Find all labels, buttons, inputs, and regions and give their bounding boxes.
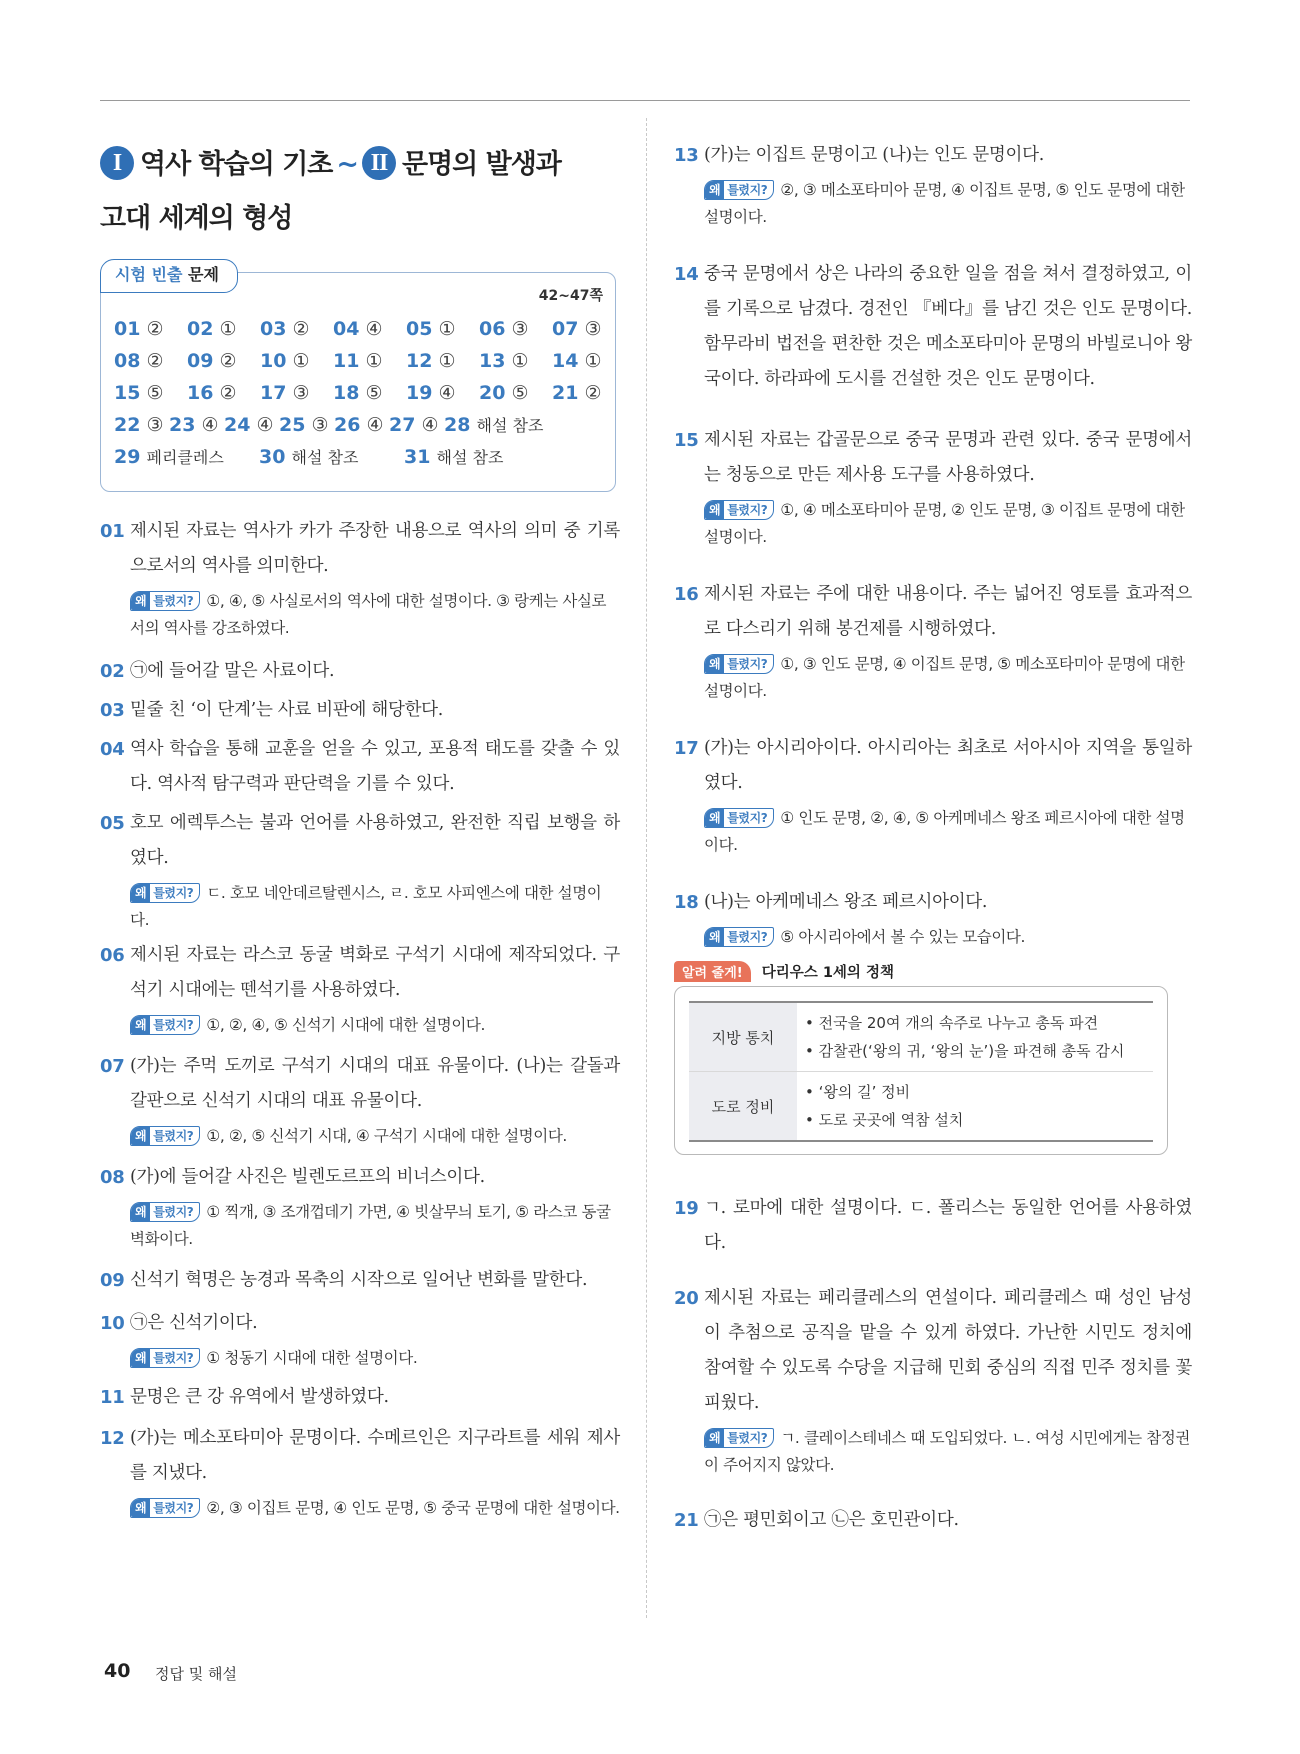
answer-cell	[406, 345, 479, 377]
answer-number: 28	[444, 414, 471, 436]
answer-cell	[187, 313, 260, 345]
why-wrong-note	[100, 1495, 620, 1522]
answer-explanation	[100, 514, 620, 642]
answer-mark: ④	[201, 414, 219, 436]
note-title: 다리우스 1세의 정책	[761, 965, 894, 981]
why-wrong-note	[674, 497, 1192, 551]
note-bullet: • 감찰관(‘왕의 귀, ‘왕의 눈’)을 파견해 총독 감시	[805, 1042, 1125, 1060]
note-bullet: • 전국을 20여 개의 속주로 나누고 총독 파견	[805, 1014, 1099, 1032]
answer-cell	[444, 409, 542, 442]
answer-explanation	[100, 654, 620, 689]
item-text: 제시된 자료는 주에 대한 내용이다. 주는 넓어진 영토를 효과적으로 다스리기 위해 봉건제를 시행하였다.	[704, 584, 1192, 639]
why-wrong-note	[100, 1345, 620, 1372]
answer-cell	[224, 409, 279, 441]
answer-explanation	[674, 731, 1192, 859]
item-text: (가)는 메소포타미아 문명이다. 수메르인은 지구라트를 세워 제사를 지냈다.	[130, 1428, 620, 1483]
item-text: 제시된 자료는 페리클레스의 연설이다. 페리클레스 때 성인 남성이 추첨으로 공직을 맡을 수 있게 하였다. 가난한 시민도 정치에 참여할 수 있도록 수당을 지급해 민회 중심의 직접 민주 정치를 꽃피웠다.	[704, 1288, 1192, 1413]
explanation-text	[674, 1281, 1192, 1421]
top-rule-left	[100, 100, 640, 101]
why-tag-part1: 왜	[131, 1499, 150, 1517]
explanation-text	[674, 1503, 1192, 1538]
why-wrong-text: ① 찍개, ③ 조개껍데기 가면, ④ 빗살무늬 토기, ⑤ 라스코 동굴 벽화이다.	[130, 1203, 611, 1248]
answer-number: 17	[260, 382, 287, 404]
answer-mark: ③	[584, 318, 602, 340]
explanation-text	[100, 1421, 620, 1491]
right-column	[674, 138, 1192, 1552]
answer-cell	[404, 441, 549, 474]
answer-explanation	[674, 138, 1192, 231]
answer-explanation	[674, 1191, 1192, 1261]
roman-badge-1: I	[100, 146, 134, 180]
why-wrong-tag	[130, 591, 200, 611]
item-number: 08	[100, 1167, 125, 1188]
answer-cell	[406, 313, 479, 345]
answer-number: 03	[260, 318, 287, 340]
answer-number: 02	[187, 318, 214, 340]
why-wrong-tag	[130, 1126, 200, 1146]
why-wrong-note	[100, 588, 620, 642]
answer-explanation	[674, 885, 1192, 951]
item-text: (가)는 이집트 문명이고 (나)는 인도 문명이다.	[704, 145, 1044, 165]
item-text: ㄱ. 로마에 대한 설명이다. ㄷ. 폴리스는 동일한 언어를 사용하였다.	[704, 1198, 1192, 1253]
footer-text: 정답 및 해설	[155, 1665, 237, 1683]
answer-mark: ③	[146, 414, 164, 436]
answer-number: 24	[224, 414, 251, 436]
item-text: 문명은 큰 강 유역에서 발생하였다.	[130, 1387, 389, 1407]
answer-cell	[260, 313, 333, 345]
explanation-text	[674, 1191, 1192, 1261]
explanation-text	[100, 1306, 620, 1341]
answer-mark: ④	[256, 414, 274, 436]
item-text: 제시된 자료는 갑골문으로 중국 문명과 관련 있다. 중국 문명에서는 청동으로 만든 제사용 도구를 사용하였다.	[704, 430, 1192, 485]
item-number: 12	[100, 1428, 125, 1449]
answer-explanation	[100, 1049, 620, 1150]
answer-number: 30	[259, 446, 286, 468]
item-number: 06	[100, 945, 125, 966]
roman-badge-2: II	[362, 146, 396, 180]
why-tag-part1: 왜	[131, 1016, 150, 1034]
answer-explanation	[674, 1281, 1192, 1479]
explanation-text	[674, 577, 1192, 647]
why-wrong-text: ①, ②, ④, ⑤ 신석기 시대에 대한 설명이다.	[206, 1016, 485, 1034]
item-number: 05	[100, 813, 125, 834]
answer-number: 08	[114, 350, 141, 372]
why-tag-part1: 왜	[705, 655, 724, 673]
item-number: 21	[674, 1510, 699, 1531]
answer-mark: ⑤	[365, 382, 383, 404]
item-text: 호모 에렉투스는 불과 언어를 사용하였고, 완전한 직립 보행을 하였다.	[130, 813, 620, 868]
answer-cell	[114, 377, 187, 409]
chapter-title-part2: 문명의 발생과	[402, 149, 561, 180]
why-tag-part2: 틀렸지?	[727, 811, 768, 825]
answer-explanation	[674, 1503, 1192, 1538]
explanation-text	[100, 1380, 620, 1415]
why-wrong-text: ②, ③ 메소포타미아 문명, ④ 이집트 문명, ⑤ 인도 문명에 대한 설명이다.	[704, 181, 1185, 226]
why-tag-part2: 틀렸지?	[153, 1205, 194, 1219]
explanation-text	[100, 732, 620, 802]
why-wrong-text: ①, ③ 인도 문명, ④ 이집트 문명, ⑤ 메소포타미아 문명에 대한 설명이다.	[704, 655, 1185, 700]
note-row-content	[797, 1072, 1153, 1142]
answer-number: 13	[479, 350, 506, 372]
answer-cell	[333, 313, 406, 345]
answer-grid	[114, 313, 614, 473]
answer-explanation	[100, 938, 620, 1039]
left-column	[100, 138, 620, 1528]
answer-mark: ①	[511, 350, 529, 372]
answer-mark: ①	[438, 318, 456, 340]
why-tag-part1: 왜	[131, 1127, 150, 1145]
answer-cell	[479, 313, 552, 345]
top-rule-right	[660, 100, 1190, 101]
answer-explanation	[100, 732, 620, 802]
answer-number: 26	[334, 414, 361, 436]
column-divider	[646, 118, 647, 1618]
item-text: (나)는 아케메네스 왕조 페르시아이다.	[704, 892, 988, 912]
answer-number: 11	[333, 350, 360, 372]
item-text: 제시된 자료는 라스코 동굴 벽화로 구석기 시대에 제작되었다. 구석기 시대에는 뗀석기를 사용하였다.	[130, 945, 620, 1000]
answer-row	[114, 377, 614, 409]
why-tag-part2: 틀렸지?	[727, 1431, 768, 1445]
answer-cell	[114, 313, 187, 345]
explanation-text	[100, 654, 620, 689]
answer-row	[114, 345, 614, 377]
why-tag-part2: 틀렸지?	[153, 1129, 194, 1143]
answer-explanation	[674, 577, 1192, 705]
item-number: 20	[674, 1288, 699, 1309]
why-tag-part1: 왜	[705, 928, 724, 946]
why-tag-part1: 왜	[131, 884, 150, 902]
item-number: 04	[100, 739, 125, 760]
answer-cell	[552, 313, 625, 345]
why-tag-part1: 왜	[705, 1429, 724, 1447]
explanation-text	[674, 257, 1192, 397]
answer-explanation	[674, 257, 1192, 397]
answer-cell	[333, 345, 406, 377]
item-number: 02	[100, 661, 125, 682]
why-tag-part1: 왜	[131, 592, 150, 610]
answer-number: 01	[114, 318, 141, 340]
answer-cell	[333, 377, 406, 409]
answer-number: 15	[114, 382, 141, 404]
answer-number: 07	[552, 318, 579, 340]
answer-text: 페리클레스	[146, 448, 224, 467]
why-wrong-text: ⑤ 아시리아에서 볼 수 있는 모습이다.	[780, 928, 1026, 946]
answer-explanation	[100, 1263, 620, 1298]
why-wrong-text: ㄱ. 클레이스테네스 때 도입되었다. ㄴ. 여성 시민에게는 참정권이 주어지지 않았다.	[704, 1429, 1190, 1474]
answer-cell	[479, 345, 552, 377]
answer-mark: ②	[146, 318, 164, 340]
tab-label-part2: 문제	[187, 265, 219, 284]
tab-label-part1: 시험 빈출	[115, 265, 183, 284]
answer-number: 06	[479, 318, 506, 340]
answer-number: 18	[333, 382, 360, 404]
answer-mark: ①	[365, 350, 383, 372]
answer-row	[114, 409, 614, 441]
item-number: 01	[100, 521, 125, 542]
why-wrong-tag	[704, 180, 774, 200]
explanation-text	[100, 938, 620, 1008]
answer-cell	[114, 409, 169, 441]
why-wrong-text: ① 청동기 시대에 대한 설명이다.	[206, 1349, 418, 1367]
answer-number: 20	[479, 382, 506, 404]
answer-explanation	[100, 1160, 620, 1253]
answer-mark: ②	[584, 382, 602, 404]
explanation-text	[100, 806, 620, 876]
answer-mark: ④	[366, 414, 384, 436]
answer-mark: ②	[219, 350, 237, 372]
chapter-title	[100, 138, 620, 192]
right-items	[674, 138, 1192, 951]
answer-number: 10	[260, 350, 287, 372]
why-tag-part1: 왜	[705, 809, 724, 827]
why-tag-part2: 틀렸지?	[153, 1018, 194, 1032]
item-number: 13	[674, 145, 699, 166]
explanation-text	[100, 1160, 620, 1195]
why-wrong-tag	[704, 500, 774, 520]
answer-explanation	[100, 693, 620, 728]
why-wrong-text: ①, ②, ⑤ 신석기 시대, ④ 구석기 시대에 대한 설명이다.	[206, 1127, 567, 1145]
why-tag-part1: 왜	[131, 1203, 150, 1221]
note-row-head: 도로 정비	[689, 1072, 797, 1142]
answer-mark: ④	[365, 318, 383, 340]
why-tag-part2: 틀렸지?	[727, 183, 768, 197]
why-wrong-note	[100, 1199, 620, 1253]
frequent-questions-tab	[100, 259, 238, 293]
answer-cell	[552, 345, 625, 377]
why-tag-part2: 틀렸지?	[153, 594, 194, 608]
right-items-after	[674, 1191, 1192, 1538]
answer-cell	[334, 409, 389, 441]
answer-cell	[479, 377, 552, 409]
why-wrong-note	[100, 1012, 620, 1039]
answer-cell	[260, 345, 333, 377]
tilde: ~	[336, 149, 358, 180]
page-number: 40	[104, 1660, 131, 1682]
explanation-text	[674, 731, 1192, 801]
answer-mark: ①	[292, 350, 310, 372]
answer-cell	[187, 345, 260, 377]
note-box	[674, 986, 1168, 1155]
why-wrong-tag	[130, 1348, 200, 1368]
item-number: 03	[100, 700, 125, 721]
answer-cell	[552, 377, 625, 409]
answer-mark: ①	[584, 350, 602, 372]
note-bullet: • ‘왕의 길’ 정비	[805, 1083, 911, 1101]
why-tag-part2: 틀렸지?	[727, 657, 768, 671]
why-tag-part2: 틀렸지?	[727, 930, 768, 944]
answer-mark: ③	[311, 414, 329, 436]
item-number: 18	[674, 892, 699, 913]
answer-cell	[389, 409, 444, 441]
why-wrong-tag	[130, 1498, 200, 1518]
answer-mark: ②	[146, 350, 164, 372]
why-wrong-note	[100, 880, 620, 934]
explanation-text	[100, 1263, 620, 1298]
answer-explanation	[100, 806, 620, 934]
why-tag-part2: 틀렸지?	[153, 1351, 194, 1365]
why-wrong-text: ①, ④ 메소포타미아 문명, ② 인도 문명, ③ 이집트 문명에 대한 설명이다.	[704, 501, 1185, 546]
answer-cell	[114, 345, 187, 377]
item-text: 제시된 자료는 역사가 카가 주장한 내용으로 역사의 의미 중 기록으로서의 역사를 의미한다.	[130, 521, 620, 576]
why-tag-part1: 왜	[705, 181, 724, 199]
item-number: 17	[674, 738, 699, 759]
explanation-text	[674, 423, 1192, 493]
answer-mark: ⑤	[146, 382, 164, 404]
answer-number: 25	[279, 414, 306, 436]
why-wrong-tag	[130, 1015, 200, 1035]
why-tag-part2: 틀렸지?	[727, 503, 768, 517]
answer-number: 23	[169, 414, 196, 436]
answer-cell	[260, 377, 333, 409]
answer-text: 해설 참조	[476, 416, 544, 435]
answer-mark: ②	[292, 318, 310, 340]
answer-cell	[169, 409, 224, 441]
note-tag: 알려 줄게!	[674, 961, 751, 982]
item-number: 11	[100, 1387, 125, 1408]
answer-row	[114, 313, 614, 345]
why-wrong-note	[100, 1123, 620, 1150]
why-tag-part2: 틀렸지?	[153, 1501, 194, 1515]
answer-mark: ①	[438, 350, 456, 372]
left-items	[100, 514, 620, 1522]
answer-number: 05	[406, 318, 433, 340]
answer-number: 19	[406, 382, 433, 404]
why-wrong-tag	[704, 927, 774, 947]
answer-explanation	[100, 1421, 620, 1522]
item-number: 10	[100, 1313, 125, 1334]
answer-mark: ②	[219, 382, 237, 404]
chapter-title-line2: 고대 세계의 형성	[100, 203, 293, 234]
item-text: ㉠에 들어갈 말은 사료이다.	[130, 661, 335, 681]
item-text: ㉠은 평민회이고 ㉡은 호민관이다.	[704, 1510, 959, 1530]
why-wrong-text: ① 인도 문명, ②, ④, ⑤ 아케메네스 왕조 페르시아에 대한 설명이다.	[704, 809, 1185, 854]
answer-number: 16	[187, 382, 214, 404]
answer-mark: ⑤	[511, 382, 529, 404]
why-tag-part1: 왜	[131, 1349, 150, 1367]
page-range: 42~47쪽	[538, 288, 603, 304]
answer-explanation	[100, 1380, 620, 1415]
why-wrong-tag	[704, 808, 774, 828]
item-text: 밑줄 친 ‘이 단계’는 사료 비판에 해당한다.	[130, 700, 444, 720]
why-wrong-tag	[704, 1428, 774, 1448]
note-row	[689, 1002, 1153, 1072]
why-wrong-tag	[130, 1202, 200, 1222]
answer-number: 29	[114, 446, 141, 468]
answer-mark: ①	[219, 318, 237, 340]
note-row-content	[797, 1002, 1153, 1072]
answer-text: 해설 참조	[436, 448, 504, 467]
item-number: 15	[674, 430, 699, 451]
explanation-text	[674, 885, 1192, 920]
answer-mark: ④	[438, 382, 456, 404]
why-wrong-note	[674, 924, 1192, 951]
why-wrong-note	[674, 651, 1192, 705]
answer-explanation	[674, 423, 1192, 551]
why-wrong-note	[674, 1425, 1192, 1479]
answer-number: 14	[552, 350, 579, 372]
answer-mark: ④	[421, 414, 439, 436]
answer-number: 31	[404, 446, 431, 468]
answer-mark: ③	[511, 318, 529, 340]
answer-explanation	[100, 1306, 620, 1372]
why-tag-part1: 왜	[705, 501, 724, 519]
answer-number: 21	[552, 382, 579, 404]
explanation-text	[100, 514, 620, 584]
note-bullet: • 도로 곳곳에 역참 설치	[805, 1111, 964, 1129]
item-number: 19	[674, 1198, 699, 1219]
note-heading	[674, 961, 1192, 982]
explanation-text	[100, 1049, 620, 1119]
answer-number: 22	[114, 414, 141, 436]
answer-cell	[406, 377, 479, 409]
answer-cell	[259, 441, 404, 474]
why-wrong-note	[674, 177, 1192, 231]
note-table	[689, 1001, 1153, 1142]
frequent-questions-box	[100, 265, 616, 492]
note-row	[689, 1072, 1153, 1142]
why-wrong-text: ㄷ. 호모 네안데르탈렌시스, ㄹ. 호모 사피엔스에 대한 설명이다.	[130, 884, 602, 929]
item-text: 중국 문명에서 상은 나라의 중요한 일을 점을 쳐서 결정하였고, 이를 기록으로 남겼다. 경전인 『베다』를 남긴 것은 인도 문명이다. 함무라비 법전을 편찬한 것은 메소포타미아 문명의 바빌로니아 왕국이다. 하라파에 도시를 건설한 것은 인도 문명이다.	[704, 264, 1192, 389]
note-row-head: 지방 통치	[689, 1002, 797, 1072]
item-number: 14	[674, 264, 699, 285]
why-wrong-text: ②, ③ 이집트 문명, ④ 인도 문명, ⑤ 중국 문명에 대한 설명이다.	[206, 1499, 620, 1517]
item-text: ㉠은 신석기이다.	[130, 1313, 258, 1333]
why-tag-part2: 틀렸지?	[153, 886, 194, 900]
answer-cell	[279, 409, 334, 441]
item-text: 역사 학습을 통해 교훈을 얻을 수 있고, 포용적 태도를 갖출 수 있다. 역사적 탐구력과 판단력을 기를 수 있다.	[130, 739, 620, 794]
explanation-text	[674, 138, 1192, 173]
why-wrong-text: ①, ④, ⑤ 사실로서의 역사에 대한 설명이다. ③ 랑케는 사실로서의 역사를 강조하였다.	[130, 592, 607, 637]
chapter-title-part1: 역사 학습의 기초	[140, 149, 333, 180]
answer-text: 해설 참조	[291, 448, 359, 467]
item-text: 신석기 혁명은 농경과 목축의 시작으로 일어난 변화를 말한다.	[130, 1270, 588, 1290]
answer-number: 04	[333, 318, 360, 340]
item-number: 07	[100, 1056, 125, 1077]
answer-cell	[114, 441, 259, 474]
answer-row	[114, 441, 614, 473]
why-wrong-tag	[704, 654, 774, 674]
item-number: 16	[674, 584, 699, 605]
item-text: (가)는 아시리아이다. 아시리아는 최초로 서아시아 지역을 통일하였다.	[704, 738, 1192, 793]
explanation-text	[100, 693, 620, 728]
item-text: (가)는 주먹 도끼로 구석기 시대의 대표 유물이다. (나)는 갈돌과 갈판으로 신석기 시대의 대표 유물이다.	[130, 1056, 620, 1111]
answer-number: 12	[406, 350, 433, 372]
why-wrong-note	[674, 805, 1192, 859]
item-text: (가)에 들어갈 사진은 빌렌도르프의 비너스이다.	[130, 1167, 485, 1187]
why-wrong-tag	[130, 883, 200, 903]
item-number: 09	[100, 1270, 125, 1291]
top-notch	[632, 100, 660, 116]
answer-cell	[187, 377, 260, 409]
answer-mark: ③	[292, 382, 310, 404]
answer-number: 09	[187, 350, 214, 372]
answer-number: 27	[389, 414, 416, 436]
